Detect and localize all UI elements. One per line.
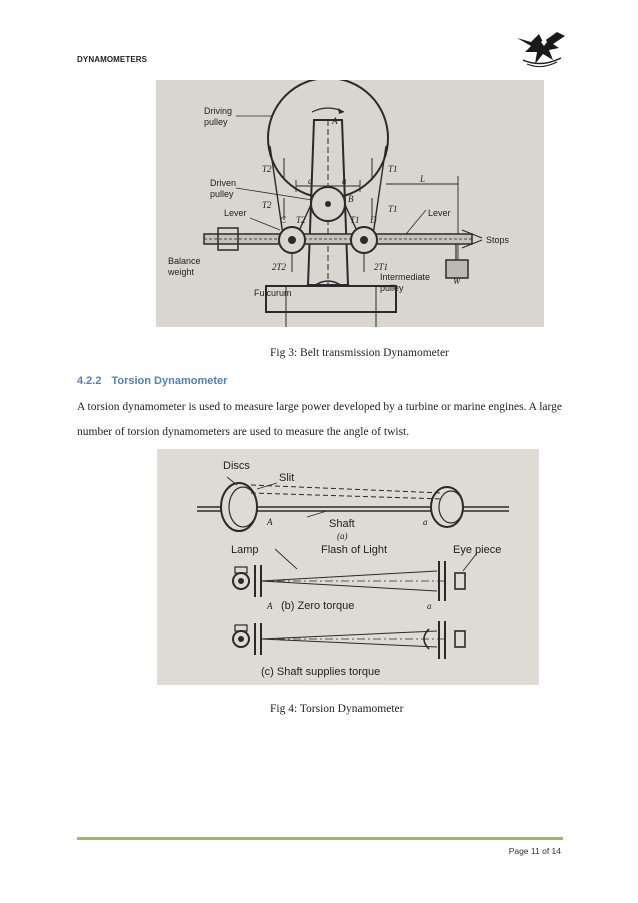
label-W: W [453, 276, 461, 286]
label-driving-pulley: pulley [204, 117, 228, 127]
label-L: L [420, 174, 426, 184]
label-driving: Driving [204, 106, 233, 116]
label-2T1: 2T1 [374, 262, 389, 272]
section-heading [77, 375, 227, 387]
label-T2-mid: T2 [262, 200, 272, 210]
label-lamp: Lamp [231, 544, 259, 556]
label-discs: Discs [223, 460, 250, 472]
section-number: 4.2.2 [77, 375, 102, 387]
label-shaft: Shaft [329, 518, 355, 530]
figure-3-caption: Fig 3: Belt transmission Dynamometer [270, 347, 449, 359]
label-A2: A [267, 601, 273, 611]
belt-transmission-dynamometer-figure [156, 80, 544, 327]
label-zero-torque: (b) Zero torque [281, 600, 355, 612]
label-stops: Stops [486, 235, 510, 245]
torsion-dynamometer-figure [157, 449, 539, 685]
label-T2-c: T2 [296, 215, 306, 225]
label-driven: Driven [210, 178, 237, 188]
label-balance: Balance [168, 256, 201, 266]
label-T1-d: T1 [350, 215, 360, 225]
label-driven-pulley: pulley [210, 189, 234, 199]
page-number: Page 11 of 14 [508, 846, 561, 856]
figure-4-caption: Fig 4: Torsion Dynamometer [270, 703, 404, 715]
label-sub-a: (a) [337, 531, 348, 541]
label-a1: a [423, 517, 428, 527]
label-A: A [332, 116, 338, 126]
running-header: DYNAMOMETERS [77, 55, 148, 64]
label-T1-mid: T1 [388, 204, 398, 214]
eye-piece-shape [455, 573, 465, 589]
label-B: B [348, 194, 354, 204]
label-C: C [280, 215, 287, 225]
label-a2: a [427, 601, 432, 611]
label-fulcurum: Fulcurum [254, 288, 292, 298]
section-paragraph: A torsion dynamometer is used to measure large power developed by a turbine or marine engines. A large number of torsion dynamometers are used to measure the angle of twist. [77, 401, 562, 438]
label-A1: A [267, 517, 273, 527]
disc-left-shape [221, 483, 257, 531]
label-D: D [370, 215, 377, 225]
label-a-right: a [342, 176, 347, 186]
label-lever-left: Lever [224, 208, 247, 218]
label-shaft-supplies-torque: (c) Shaft supplies torque [261, 666, 381, 678]
label-a-left: a [308, 176, 313, 186]
label-balance-weight: weight [168, 267, 195, 277]
label-lever-right: Lever [428, 208, 451, 218]
label-flash-of-light: Flash of Light [321, 544, 388, 556]
label-2T2: 2T2 [272, 262, 287, 272]
footer-divider [77, 837, 563, 840]
eagle-logo-icon [513, 24, 569, 70]
label-intermediate: Intermediate [380, 272, 431, 282]
label-slit: Slit [279, 472, 295, 484]
label-eye-piece: Eye piece [453, 544, 502, 556]
label-T1-top: T1 [388, 164, 398, 174]
label-intermediate-pulley: pulley [380, 283, 404, 293]
section-title: Torsion Dynamometer [111, 375, 228, 387]
label-T2-top: T2 [262, 164, 272, 174]
